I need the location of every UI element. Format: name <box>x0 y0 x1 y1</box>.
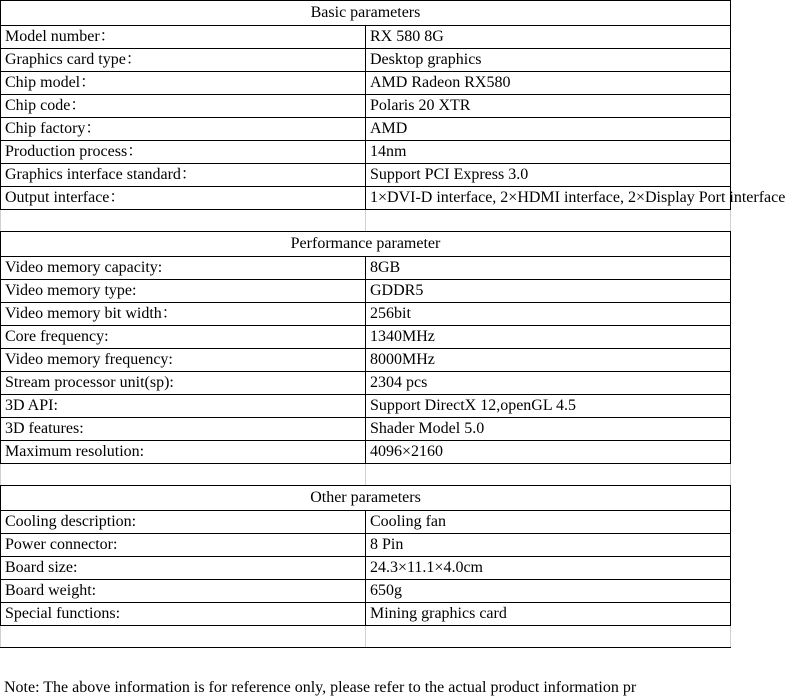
param-value: 8000MHz <box>366 349 731 372</box>
param-value: Mining graphics card <box>366 603 731 626</box>
table-row <box>1 603 731 626</box>
param-value: Support DirectX 12,openGL 4.5 <box>366 395 731 418</box>
table-row <box>1 441 731 464</box>
param-label: Video memory bit width： <box>1 303 366 326</box>
param-label: Production process： <box>1 141 366 164</box>
param-label: Special functions: <box>1 603 366 626</box>
param-value: Cooling fan <box>366 511 731 534</box>
table-row <box>1 349 731 372</box>
table-row <box>1 280 731 303</box>
param-label: 3D features: <box>1 418 366 441</box>
param-value: 8 Pin <box>366 534 731 557</box>
table-row <box>1 49 731 72</box>
param-label: Video memory type: <box>1 280 366 303</box>
spacer-row <box>1 210 731 232</box>
param-value: 8GB <box>366 257 731 280</box>
disclaimer-note: Note: The above information is for reference only, please refer to the actual product information pr <box>4 679 637 696</box>
param-label: Power connector: <box>1 534 366 557</box>
table-row <box>1 72 731 95</box>
table-row <box>1 26 731 49</box>
param-label: Video memory capacity: <box>1 257 366 280</box>
table-row <box>1 580 731 603</box>
param-label: 3D API: <box>1 395 366 418</box>
param-value: 4096×2160 <box>366 441 731 464</box>
param-value: RX 580 8G <box>366 26 731 49</box>
spacer-cell <box>366 464 731 486</box>
param-value: 24.3×11.1×4.0cm <box>366 557 731 580</box>
param-value: GDDR5 <box>366 280 731 303</box>
table-row <box>1 303 731 326</box>
spacer-cell <box>1 464 366 486</box>
performance-parameter-title: Performance parameter <box>1 232 731 257</box>
param-label: Stream processor unit(sp): <box>1 372 366 395</box>
table-row <box>1 257 731 280</box>
basic-parameters-title: Basic parameters <box>1 1 731 26</box>
param-label: Chip code： <box>1 95 366 118</box>
param-label: Graphics card type： <box>1 49 366 72</box>
table-row <box>1 164 731 187</box>
param-value: 256bit <box>366 303 731 326</box>
param-value: 1×DVI-D interface, 2×HDMI interface, 2×Display Port interface <box>366 187 731 210</box>
param-label: Cooling description: <box>1 511 366 534</box>
param-value: Shader Model 5.0 <box>366 418 731 441</box>
table-row <box>1 95 731 118</box>
table-row <box>1 372 731 395</box>
param-label: Graphics interface standard： <box>1 164 366 187</box>
param-label: Board size: <box>1 557 366 580</box>
table-row <box>1 418 731 441</box>
param-value: 1340MHz <box>366 326 731 349</box>
other-parameters-title: Other parameters <box>1 486 731 511</box>
table-row <box>1 187 731 210</box>
param-value: 2304 pcs <box>366 372 731 395</box>
spacer-row <box>1 626 731 648</box>
spacer-row <box>1 464 731 486</box>
param-label: Core frequency: <box>1 326 366 349</box>
param-value: Desktop graphics <box>366 49 731 72</box>
param-label: Board weight: <box>1 580 366 603</box>
param-label: Chip model： <box>1 72 366 95</box>
spacer-cell <box>1 210 366 232</box>
param-value: Support PCI Express 3.0 <box>366 164 731 187</box>
performance-parameter-header-row <box>1 232 731 257</box>
param-value: 650g <box>366 580 731 603</box>
table-row <box>1 395 731 418</box>
table-row <box>1 118 731 141</box>
param-label: Maximum resolution: <box>1 441 366 464</box>
other-parameters-header-row <box>1 486 731 511</box>
param-label: Model number： <box>1 26 366 49</box>
table-row <box>1 326 731 349</box>
param-value: AMD Radeon RX580 <box>366 72 731 95</box>
spacer-cell <box>1 626 366 648</box>
spacer-cell <box>366 626 731 648</box>
table-row <box>1 557 731 580</box>
table-row <box>1 141 731 164</box>
param-value: 14nm <box>366 141 731 164</box>
param-label: Output interface： <box>1 187 366 210</box>
basic-parameters-header-row <box>1 1 731 26</box>
param-label: Video memory frequency: <box>1 349 366 372</box>
table-row <box>1 534 731 557</box>
table-row <box>1 511 731 534</box>
param-label: Chip factory： <box>1 118 366 141</box>
param-value: Polaris 20 XTR <box>366 95 731 118</box>
param-value: AMD <box>366 118 731 141</box>
spacer-cell <box>366 210 731 232</box>
